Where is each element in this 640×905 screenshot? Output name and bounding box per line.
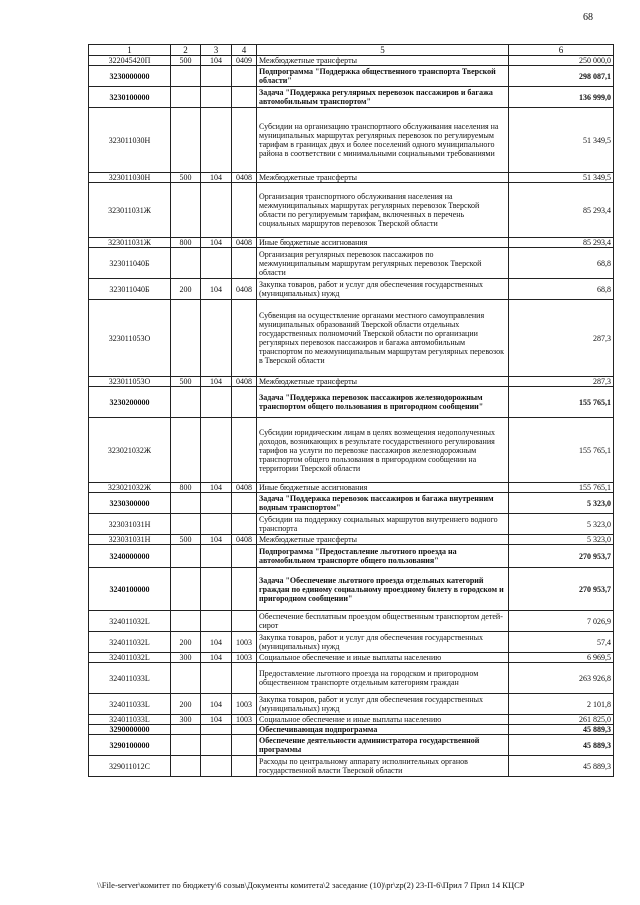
cell-expense-type (171, 300, 201, 377)
cell-expense-type: 200 (171, 279, 201, 300)
cell-code: 3230100000 (89, 87, 171, 108)
cell-description: Социальное обеспечение и иные выплаты населению (257, 715, 509, 725)
cell-description: Социальное обеспечение и иные выплаты населению (257, 653, 509, 663)
cell-amount: 57,4 (509, 632, 614, 653)
cell-code: 323011053О (89, 377, 171, 387)
cell-code: 329011012С (89, 756, 171, 777)
cell-section: 1003 (232, 715, 257, 725)
cell-code: 324011032L (89, 653, 171, 663)
header-column-4: 4 (232, 45, 257, 56)
table-row (89, 545, 614, 568)
cell-amount: 5 323,0 (509, 514, 614, 535)
cell-amount: 68,8 (509, 279, 614, 300)
cell-department (201, 545, 232, 568)
cell-department (201, 300, 232, 377)
table-row (89, 300, 614, 377)
cell-description: Предоставление льготного проезда на городском и пригородном общественном транспорте отдельным категориям граждан (257, 663, 509, 694)
cell-section (232, 387, 257, 418)
table-row (89, 377, 614, 387)
cell-amount: 155 765,1 (509, 387, 614, 418)
cell-expense-type: 500 (171, 377, 201, 387)
table-row (89, 183, 614, 238)
cell-department (201, 183, 232, 238)
table-row (89, 66, 614, 87)
cell-code: 3230300000 (89, 493, 171, 514)
cell-expense-type (171, 387, 201, 418)
cell-amount: 85 293,4 (509, 238, 614, 248)
cell-amount: 5 323,0 (509, 493, 614, 514)
cell-expense-type (171, 87, 201, 108)
table-row (89, 535, 614, 545)
cell-description: Субвенция на осуществление органами местного самоуправления муниципальных образований Тверской области отдельных государственных полномочий Тверской области по организации регулярных перевозок пассажиров и багажа автомобильным транспортом по межмуниципальным маршрутам регулярных перевозок в Тверской области (257, 300, 509, 377)
cell-expense-type (171, 568, 201, 611)
cell-section: 0408 (232, 483, 257, 493)
cell-code: 324011033L (89, 663, 171, 694)
cell-description: Задача "Поддержка перевозок пассажиров железнодорожным транспортом общего пользования в пригородном сообщении" (257, 387, 509, 418)
cell-section (232, 725, 257, 735)
cell-department (201, 756, 232, 777)
cell-department (201, 87, 232, 108)
cell-description: Расходы по центральному аппарату исполнительных органов государственной власти Тверской области (257, 756, 509, 777)
cell-description: Межбюджетные трансферты (257, 377, 509, 387)
cell-section: 0409 (232, 56, 257, 66)
cell-section: 1003 (232, 694, 257, 715)
table-row (89, 725, 614, 735)
cell-description: Субсидии на поддержку социальных маршрутов внутреннего водного транспорта (257, 514, 509, 535)
cell-department: 104 (201, 173, 232, 183)
cell-section (232, 108, 257, 173)
cell-expense-type (171, 611, 201, 632)
cell-expense-type (171, 493, 201, 514)
cell-department: 104 (201, 238, 232, 248)
cell-code: 3230200000 (89, 387, 171, 418)
cell-expense-type: 300 (171, 715, 201, 725)
cell-section: 0408 (232, 279, 257, 300)
cell-code: 324011032L (89, 632, 171, 653)
cell-amount: 287,3 (509, 300, 614, 377)
cell-amount: 287,3 (509, 377, 614, 387)
cell-section (232, 300, 257, 377)
cell-description: Субсидии юридическим лицам в целях возмещения недополученных доходов, возникающих в результате государственного регулирования тарифов на услуги по перевозке пассажиров железнодорожным транспортом общего пользования в пригородном сообщении на территории Тверской области (257, 418, 509, 483)
cell-expense-type (171, 735, 201, 756)
cell-description: Задача "Поддержка перевозок пассажиров и багажа внутренним водным транспортом" (257, 493, 509, 514)
cell-expense-type: 800 (171, 238, 201, 248)
table-row (89, 56, 614, 66)
cell-description: Субсидии на организацию транспортного обслуживания населения на муниципальных маршрутах регулярных перевозок по регулируемым тарифам в границах двух и более поселений одного муниципального района в соответствии с минимальными социальными требованиями (257, 108, 509, 173)
cell-description: Закупка товаров, работ и услуг для обеспечения государственных (муниципальных) нужд (257, 632, 509, 653)
cell-description: Иные бюджетные ассигнования (257, 483, 509, 493)
cell-description: Подпрограмма "Предоставление льготного проезда на автомобильном транспорте общего пользования" (257, 545, 509, 568)
cell-section (232, 66, 257, 87)
cell-description: Обеспечение деятельности администратора государственной программы (257, 735, 509, 756)
cell-code: 323011040Б (89, 279, 171, 300)
cell-amount: 250 000,0 (509, 56, 614, 66)
cell-section: 0408 (232, 238, 257, 248)
cell-department (201, 108, 232, 173)
table-header-row (89, 45, 614, 56)
cell-expense-type (171, 545, 201, 568)
cell-expense-type: 800 (171, 483, 201, 493)
cell-code: 3240100000 (89, 568, 171, 611)
cell-code: 324011033L (89, 715, 171, 725)
cell-expense-type: 200 (171, 694, 201, 715)
cell-section (232, 611, 257, 632)
cell-code: 323011053О (89, 300, 171, 377)
cell-department (201, 493, 232, 514)
cell-expense-type: 300 (171, 653, 201, 663)
cell-code: 3290000000 (89, 725, 171, 735)
cell-department (201, 66, 232, 87)
cell-amount: 155 765,1 (509, 418, 614, 483)
cell-department (201, 568, 232, 611)
cell-amount: 51 349,5 (509, 173, 614, 183)
table-row (89, 279, 614, 300)
cell-code: 323021032Ж (89, 418, 171, 483)
cell-code: 3240000000 (89, 545, 171, 568)
cell-description: Межбюджетные трансферты (257, 535, 509, 545)
cell-section (232, 514, 257, 535)
cell-department: 104 (201, 483, 232, 493)
cell-section: 1003 (232, 653, 257, 663)
table-row (89, 87, 614, 108)
header-column-2: 2 (171, 45, 201, 56)
cell-expense-type (171, 514, 201, 535)
cell-code: 323011030Н (89, 108, 171, 173)
cell-amount: 155 765,1 (509, 483, 614, 493)
cell-description: Организация регулярных перевозок пассажиров по межмуниципальным маршрутам регулярных перевозок Тверской области (257, 248, 509, 279)
cell-expense-type (171, 725, 201, 735)
cell-description: Подпрограмма "Поддержка общественного транспорта Тверской области" (257, 66, 509, 87)
cell-department: 104 (201, 279, 232, 300)
cell-section: 0408 (232, 377, 257, 387)
cell-expense-type (171, 418, 201, 483)
cell-department (201, 611, 232, 632)
table-row (89, 387, 614, 418)
cell-description: Обеспечивающая подпрограмма (257, 725, 509, 735)
cell-code: 3230000000 (89, 66, 171, 87)
cell-amount: 5 323,0 (509, 535, 614, 545)
cell-code: 323011031Ж (89, 183, 171, 238)
cell-amount: 51 349,5 (509, 108, 614, 173)
cell-section (232, 248, 257, 279)
cell-section: 0408 (232, 173, 257, 183)
table-row (89, 632, 614, 653)
table-row (89, 715, 614, 725)
cell-department (201, 725, 232, 735)
table-row (89, 694, 614, 715)
cell-description: Задача "Обеспечение льготного проезда отдельных категорий граждан по единому социальному проездному билету в городском и пригородном сообщении" (257, 568, 509, 611)
header-description: 5 (257, 45, 509, 56)
cell-expense-type: 500 (171, 535, 201, 545)
cell-amount: 68,8 (509, 248, 614, 279)
cell-code: 324011032L (89, 611, 171, 632)
table-row (89, 663, 614, 694)
cell-expense-type (171, 756, 201, 777)
table-row (89, 483, 614, 493)
cell-section: 0408 (232, 535, 257, 545)
cell-department: 104 (201, 653, 232, 663)
cell-department (201, 514, 232, 535)
table-body (89, 56, 614, 777)
cell-expense-type: 500 (171, 56, 201, 66)
cell-section (232, 493, 257, 514)
cell-expense-type (171, 66, 201, 87)
cell-description: Межбюджетные трансферты (257, 173, 509, 183)
cell-amount: 298 087,1 (509, 66, 614, 87)
cell-section: 1003 (232, 632, 257, 653)
footer-file-path: \\File-server\комитет по бюджету\6 созыв\Документы комитета\2 заседание (10)\pr\zp(2) 23-П-6\Прил 7 Прил 14 КЦСР (97, 880, 525, 890)
page-number: 68 (583, 12, 593, 23)
cell-code: 323031031Н (89, 535, 171, 545)
cell-code: 3290100000 (89, 735, 171, 756)
table-row (89, 611, 614, 632)
cell-department (201, 248, 232, 279)
cell-department (201, 418, 232, 483)
cell-description: Организация транспортного обслуживания населения на межмуниципальных маршрутах регулярных перевозок Тверской области по регулируемым тарифам, включенных в перечень социальных маршрутов перевозок Тверской области (257, 183, 509, 238)
cell-section (232, 87, 257, 108)
table-row (89, 653, 614, 663)
cell-department: 104 (201, 535, 232, 545)
table-row (89, 568, 614, 611)
cell-section (232, 568, 257, 611)
cell-amount: 2 101,8 (509, 694, 614, 715)
table-row (89, 756, 614, 777)
cell-section (232, 183, 257, 238)
cell-expense-type: 200 (171, 632, 201, 653)
header-code: 1 (89, 45, 171, 56)
cell-expense-type: 500 (171, 173, 201, 183)
table-row (89, 173, 614, 183)
cell-expense-type (171, 108, 201, 173)
cell-description: Иные бюджетные ассигнования (257, 238, 509, 248)
cell-description: Обеспечение бесплатным проездом общественным транспортом детей-сирот (257, 611, 509, 632)
cell-expense-type (171, 183, 201, 238)
cell-amount: 270 953,7 (509, 545, 614, 568)
cell-department: 104 (201, 56, 232, 66)
cell-code: 323031031Н (89, 514, 171, 535)
cell-amount: 136 999,0 (509, 87, 614, 108)
cell-code: 323011040Б (89, 248, 171, 279)
table-row (89, 735, 614, 756)
table-row (89, 418, 614, 483)
cell-code: 324011033L (89, 694, 171, 715)
cell-code: 323011030Н (89, 173, 171, 183)
cell-department: 104 (201, 632, 232, 653)
table-row (89, 514, 614, 535)
cell-code: 323021032Ж (89, 483, 171, 493)
table-row (89, 238, 614, 248)
cell-amount: 6 969,5 (509, 653, 614, 663)
cell-section (232, 418, 257, 483)
cell-department (201, 735, 232, 756)
cell-expense-type (171, 663, 201, 694)
cell-department (201, 663, 232, 694)
cell-description: Задача "Поддержка регулярных перевозок пассажиров и багажа автомобильным транспортом" (257, 87, 509, 108)
cell-amount: 263 926,8 (509, 663, 614, 694)
table-row (89, 493, 614, 514)
cell-department: 104 (201, 715, 232, 725)
cell-amount: 261 825,0 (509, 715, 614, 725)
cell-amount: 7 026,9 (509, 611, 614, 632)
cell-amount: 85 293,4 (509, 183, 614, 238)
cell-amount: 45 889,3 (509, 725, 614, 735)
cell-description: Закупка товаров, работ и услуг для обеспечения государственных (муниципальных) нужд (257, 279, 509, 300)
header-column-3: 3 (201, 45, 232, 56)
cell-amount: 45 889,3 (509, 756, 614, 777)
cell-description: Межбюджетные трансферты (257, 56, 509, 66)
header-amount: 6 (509, 45, 614, 56)
cell-amount: 270 953,7 (509, 568, 614, 611)
cell-section (232, 545, 257, 568)
cell-department: 104 (201, 377, 232, 387)
cell-section (232, 663, 257, 694)
cell-department: 104 (201, 694, 232, 715)
budget-table (88, 44, 614, 777)
cell-description: Закупка товаров, работ и услуг для обеспечения государственных (муниципальных) нужд (257, 694, 509, 715)
table-row (89, 248, 614, 279)
cell-section (232, 735, 257, 756)
table-row (89, 108, 614, 173)
cell-department (201, 387, 232, 418)
cell-expense-type (171, 248, 201, 279)
cell-amount: 45 889,3 (509, 735, 614, 756)
cell-code: 323011031Ж (89, 238, 171, 248)
cell-section (232, 756, 257, 777)
cell-code: 322045420П (89, 56, 171, 66)
